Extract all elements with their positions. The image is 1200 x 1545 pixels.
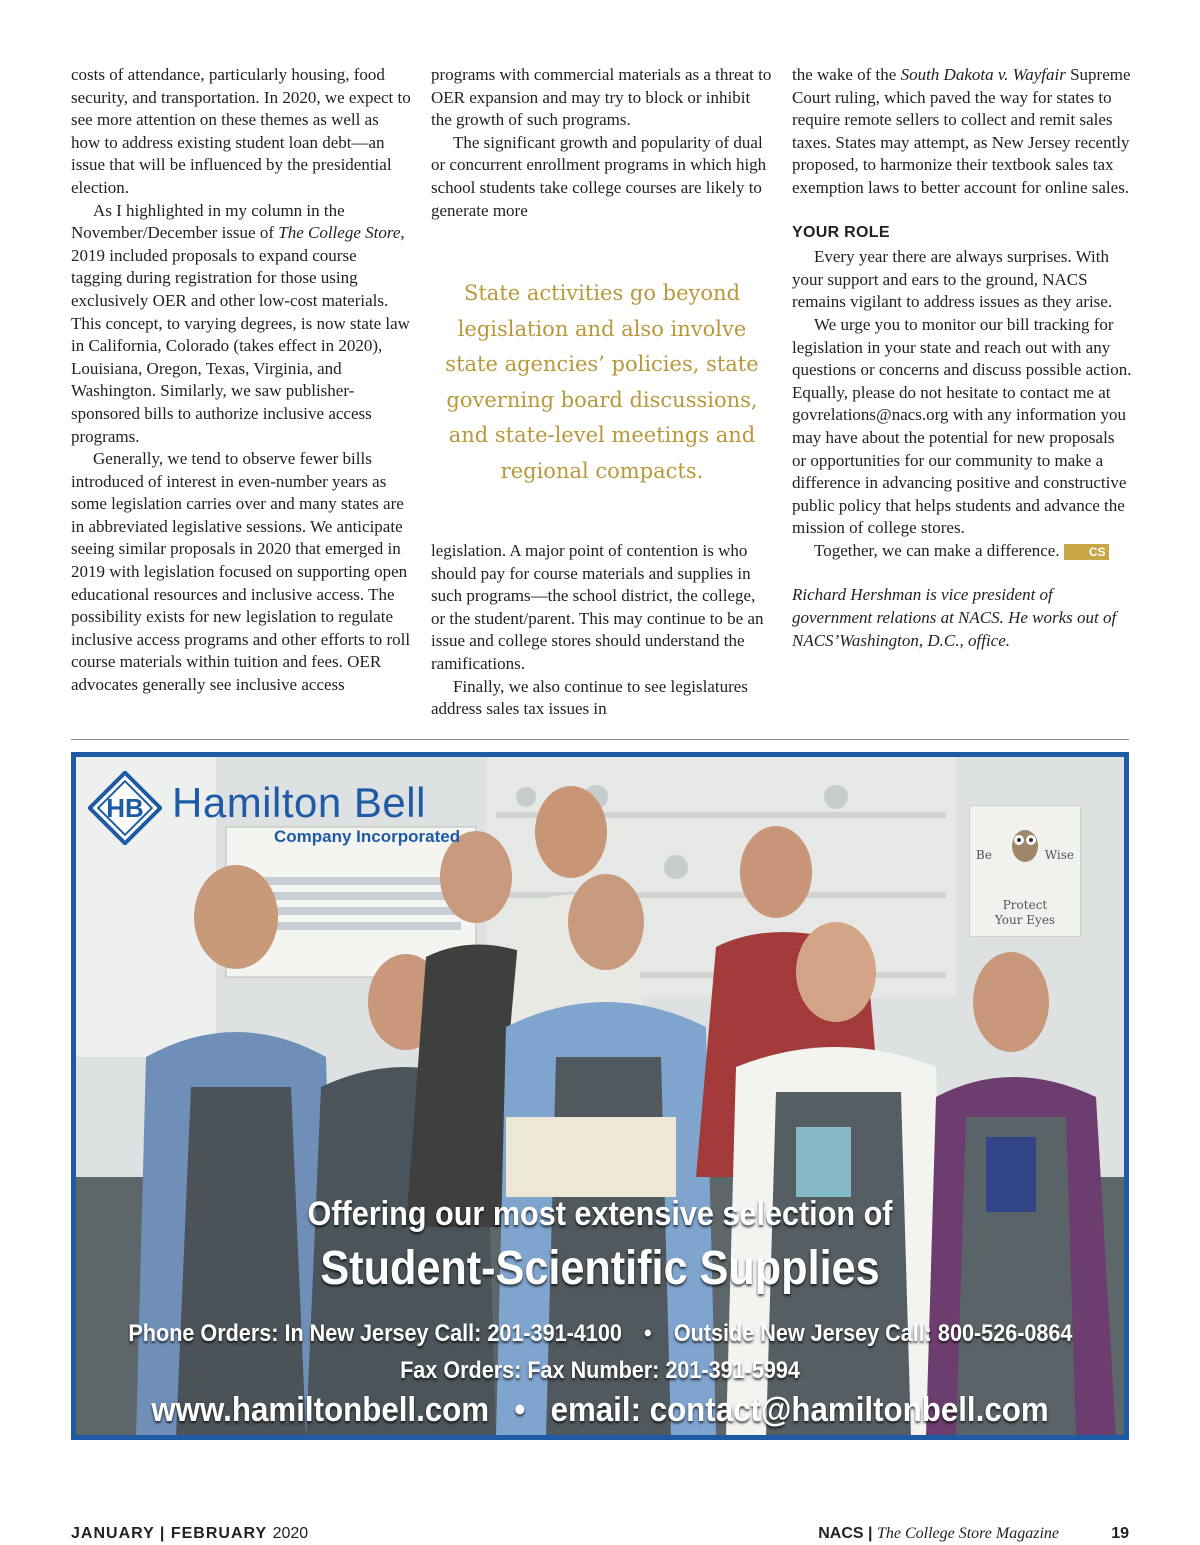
phone-outside: Outside New Jersey Call: 800-526-0864 [673, 1320, 1073, 1347]
pull-quote: State activities go beyond legislation and also involve state agencies’ policies, state governing board discussions, and state-level meetings and regional compacts. [445, 281, 759, 483]
section-heading: YOUR ROLE [792, 223, 890, 241]
article-column-1 [71, 64, 411, 697]
org-name: NACS | [818, 1525, 873, 1542]
article-column-2-bottom [431, 540, 773, 721]
sign-text: Your Eyes [994, 913, 1056, 927]
phone-nj: In New Jersey Call: 201-391-4100 [284, 1320, 622, 1347]
paragraph [71, 200, 411, 449]
paragraph: programs with commercial materials as a threat to OER expansion and may try to block or inhibit the growth of such programs. [431, 65, 772, 130]
phone-label: Phone Orders: [128, 1320, 279, 1347]
logo-monogram: HB [106, 793, 144, 823]
text-run: As I highlighted in my column in the November/December issue of [71, 200, 345, 243]
sign-text: Wise [1044, 848, 1074, 862]
text-run: Supreme Court ruling, which paved the way for states to require remote sellers to collect and remit sales taxes. States may attempt, as New Jersey recently proposed, to harmonize their textbook sales tax exemption laws to better account for online sales. [792, 65, 1131, 197]
paragraph [792, 64, 1132, 200]
article-column-3 [792, 64, 1132, 652]
cs-end-mark: CS [1064, 544, 1109, 560]
paragraph: legislation. A major point of contention is who should pay for course materials and supplies in such programs—the school district, the college, or the student/parent. This may continue to be an issue and college stores should understand the ramifications. [431, 541, 764, 673]
bullet: • [514, 1391, 526, 1429]
paragraph: Every year there are always surprises. With your support and ears to the ground, NACS remains vigilant to address issues as they arise. [792, 247, 1113, 312]
article-column-2-top [431, 64, 773, 222]
sign-text: Protect [1002, 898, 1048, 912]
case-name: South Dakota v. Wayfair [900, 65, 1066, 84]
paragraph: Generally, we tend to observe fewer bills introduced of interest in even-number years as some legislation carries over and many states are in abbreviated legislative sessions. We anticipate seeing similar proposals in 2020 that emerged in 2019 with legislation focused on supporting open educational resources and inclusive access. The possibility exists for new legislation to regulate inclusive access programs and other efforts to roll course materials within tuition and fees. OER advocates generally see inclusive access [71, 449, 411, 695]
website-link[interactable]: www.hamiltonbell.com [151, 1391, 490, 1429]
sign-text: Be [976, 848, 992, 862]
email-link[interactable]: email: contact@hamiltonbell.com [550, 1391, 1049, 1429]
issue-months: JANUARY | FEBRUARY [71, 1525, 268, 1542]
phone-orders [128, 1320, 1071, 1348]
paragraph: We urge you to monitor our bill tracking for legislation in your state and reach out with any questions or concerns and discuss possible action. Equally, please do not hesitate to contact me at govrelations@nacs.org with any information you may have about the potential for new proposals or opportunities for our community to make a difference in advancing positive and constructive public policy that helps students and advance the mission of college stores. [792, 314, 1132, 538]
publication-name [818, 1525, 1059, 1543]
ad-product-title: Student-Scientific Supplies [320, 1242, 880, 1295]
safety-sign [969, 805, 1081, 937]
text-run: , 2019 included proposals to expand course tagging during registration for those using exclusively OER and other low-cost materials. This concept, to varying degrees, is now state law in California, Colorado (takes effect in 2020), Louisiana, Oregon, Texas, Virginia, and Washington. Similarly, we saw publisher-sponsored bills to authorize inclusive access programs. [71, 223, 410, 446]
fax-label: Fax Orders: [400, 1357, 522, 1384]
magazine-title: The College Store [278, 223, 401, 243]
bullet: • [644, 1320, 652, 1347]
paragraph [792, 540, 1132, 563]
author-byline: Richard Hershman is vice president of government relations at NACS. He works out of NACS’Washington, D.C., office. [792, 585, 1117, 650]
text-run: the wake of the [792, 65, 901, 84]
text-run: Together, we can make a difference. [814, 540, 1060, 560]
magazine-name: The College Store Magazine [876, 1525, 1059, 1542]
company-name: Hamilton Bell [172, 779, 426, 826]
ad-contact [118, 1391, 1082, 1430]
hb-diamond-icon [88, 771, 162, 845]
company-subtitle: Company Incorporated [274, 827, 461, 846]
paragraph: costs of attendance, particularly housing, food security, and transportation. In 2020, we expect to see more attention on these themes as well as how to address existing student loan debt—an issue that will be influenced by the presidential election. [71, 65, 411, 197]
paragraph: Finally, we also continue to see legislatures address sales tax issues in [431, 676, 748, 719]
issue-date [71, 1525, 308, 1543]
ad-headline: Offering our most extensive selection of [307, 1195, 893, 1233]
issue-year: 2020 [272, 1525, 309, 1542]
page-footer [71, 1525, 1129, 1545]
page-number: 19 [1111, 1525, 1129, 1542]
divider [71, 739, 1129, 740]
paragraph: The significant growth and popularity of dual or concurrent enrollment programs in which high school students take college courses are likely to generate more [431, 132, 767, 220]
hamilton-bell-advertisement [71, 752, 1129, 1440]
fax-orders [128, 1357, 1071, 1385]
fax-number: Fax Number: 201-391-5994 [527, 1357, 800, 1384]
hamilton-bell-logo [88, 771, 508, 851]
